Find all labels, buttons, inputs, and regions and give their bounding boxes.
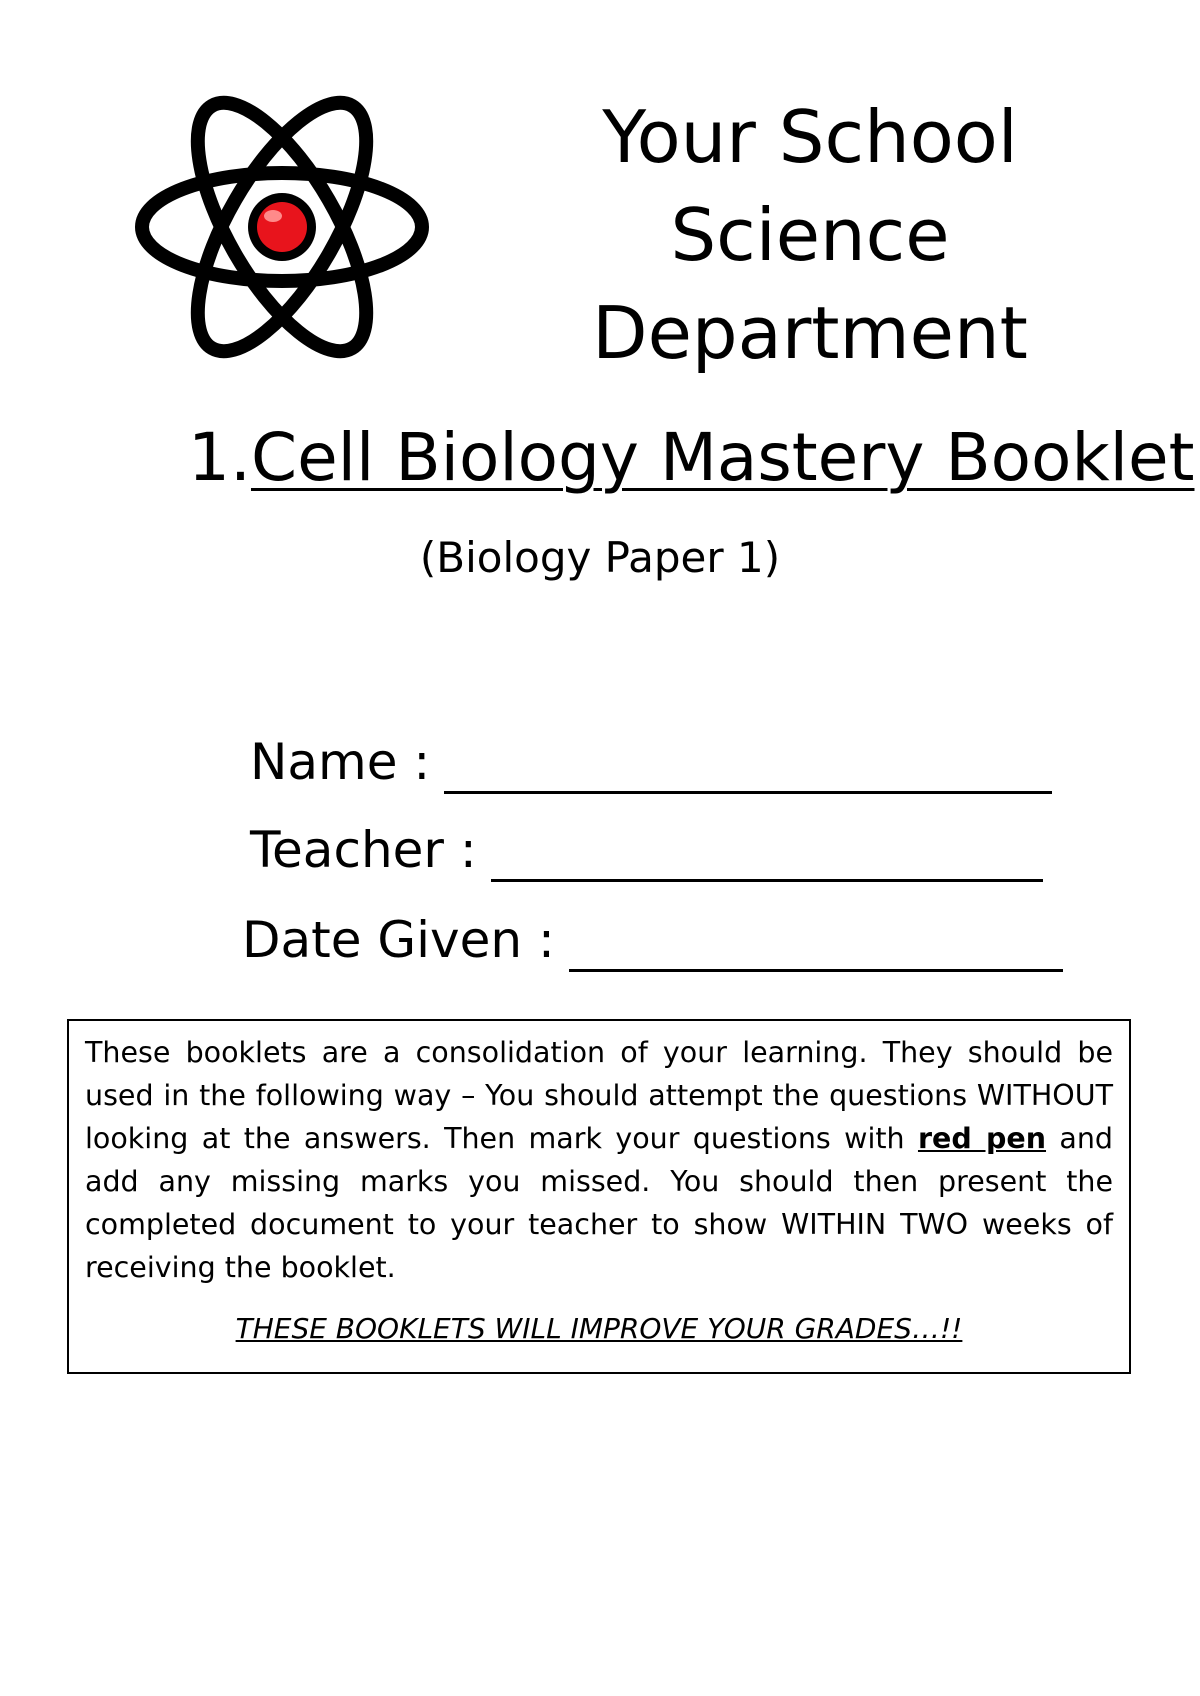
booklet-number: 1. <box>188 419 251 496</box>
red-pen-emphasis: red pen <box>917 1122 1047 1155</box>
name-field <box>250 730 1052 794</box>
date-given-field <box>242 908 1063 972</box>
teacher-blank-line[interactable] <box>491 831 1043 882</box>
name-blank-line[interactable] <box>444 743 1052 794</box>
teacher-label: Teacher : <box>250 821 477 879</box>
date-given-blank-line[interactable] <box>569 921 1063 972</box>
booklet-title <box>188 418 1195 498</box>
teacher-field <box>250 818 1043 882</box>
date-given-label: Date Given : <box>242 911 555 969</box>
instructions-box <box>67 1019 1131 1374</box>
instructions-text-end: and add any missing marks you missed. You should then present the completed document to your teacher to show WITHIN TWO weeks of receiving the booklet. <box>85 1122 1114 1284</box>
name-label: Name : <box>250 733 431 791</box>
grades-slogan: THESE BOOKLETS WILL IMPROVE YOUR GRADES…!! <box>235 1312 963 1345</box>
atom-icon <box>132 92 432 362</box>
instructions-text <box>85 1031 1113 1289</box>
department-title-line2: Department <box>592 291 1028 375</box>
department-title <box>460 88 1160 382</box>
booklet-subtitle: (Biology Paper 1) <box>419 533 781 582</box>
booklet-title-text: Cell Biology Mastery Booklet <box>250 419 1195 496</box>
instructions-text-start: These booklets are a consolidation of your learning. They should be used in the following way – You should attempt the questions WITHOUT looking at the answers. Then mark your questions with <box>85 1036 1113 1155</box>
department-title-line1: Your School Science <box>602 95 1018 277</box>
